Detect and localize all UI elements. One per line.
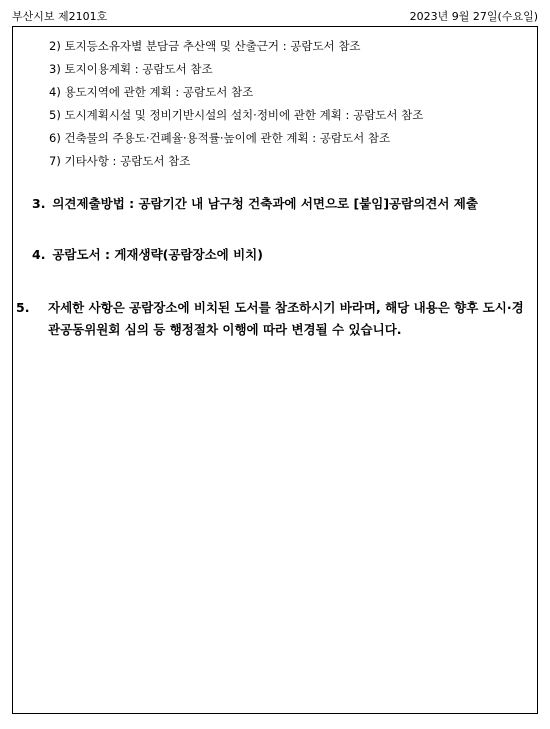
section-number: 4. xyxy=(32,247,46,262)
section-number: 3. xyxy=(32,196,46,211)
sub-item: 6) 건축물의 주용도·건폐율·용적률·높이에 관한 계획 : 공람도서 참조 xyxy=(49,131,391,145)
sub-item: 7) 기타사항 : 공람도서 참조 xyxy=(49,154,191,168)
sub-item: 2) 토지등소유자별 분담금 추산액 및 산출근거 : 공람도서 참조 xyxy=(49,39,361,53)
sub-item-list xyxy=(49,39,423,177)
section-text: 자세한 사항은 공람장소에 비치된 도서를 참조하시기 바라며, 해당 내용은 향후 도시·경관공동위원회 심의 등 행정절차 이행에 따라 변경될 수 있습니다. xyxy=(48,300,524,337)
section-text: 의견제출방법 : 공람기간 내 남구청 건축과에 서면으로 [붙임]공람의견서 제출 xyxy=(52,196,478,211)
sub-item: 3) 토지이용계획 : 공람도서 참조 xyxy=(49,62,213,76)
section-number: 5. xyxy=(16,300,30,315)
section-4 xyxy=(32,244,528,266)
sub-item: 5) 도시계획시설 및 정비기반시설의 설치·정비에 관한 계획 : 공람도서 참조 xyxy=(49,108,424,122)
publication-title: 부산시보 제2101호 xyxy=(12,10,108,23)
section-text: 공람도서 : 게재생략(공람장소에 비치) xyxy=(52,247,263,262)
section-5 xyxy=(16,297,533,341)
sub-item: 4) 용도지역에 관한 계획 : 공람도서 참조 xyxy=(49,85,254,99)
section-3 xyxy=(32,193,528,215)
publication-date: 2023년 9월 27일(수요일) xyxy=(409,10,538,23)
